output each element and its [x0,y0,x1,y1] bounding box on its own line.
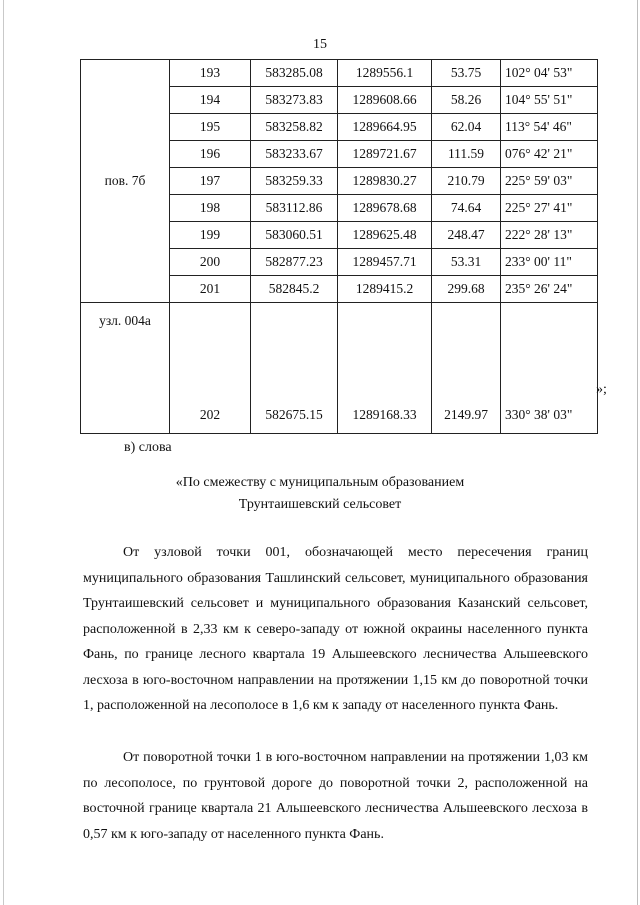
table-cell-dist: 62.04 [432,114,501,141]
table-cell-dist: 248.47 [432,222,501,249]
table-cell-dist: 58.26 [432,87,501,114]
table-cell-y: 1289168.33 [338,303,432,434]
table-cell-num: 199 [170,222,251,249]
table-cell-dist: 210.79 [432,168,501,195]
closing-quote: »; [596,382,607,397]
table-cell-x: 583060.51 [251,222,338,249]
page-number: 15 [313,37,327,52]
table-cell-y: 1289664.95 [338,114,432,141]
table-cell-y: 1289830.27 [338,168,432,195]
table-cell-y: 1289457.71 [338,249,432,276]
table-cell-angle: 330° 38' 03" [501,303,598,434]
table-cell-dist: 111.59 [432,141,501,168]
table-cell-angle: 104° 55' 51" [501,87,598,114]
table-cell-dist: 53.75 [432,60,501,87]
paragraph-2-text: От поворотной точки 1 в юго-восточном направлении на протяжении 1,03 км по лесополосе, по грунтовой дороге до поворотной точки 2, расположенной на восточной границе квартала 21 Альшеевского лесничества Альшеевского лесхоза в 0,57 км к юго-западу от населенного пункта Фань. [83,750,588,842]
paragraph-1-text: От узловой точки 001, обозначающей место пересечения границ муниципального образования Ташлинский сельсовет, муниципального образования Трунтаишевский сельсовет и муниципального образования Казанский сельсовет, расположенной в 2,33 км к северо-западу от южной окраины населенного пункта Фань, по границе лесного квартала 19 Альшеевского лесничества Альшеевского лесхоза в юго-восточном направлении на протяжении 1,15 км до поворотной точки 1, расположенной на лесополосе в 1,6 км к западу от населенного пункта Фань. [83,545,588,713]
table-cell-dist: 299.68 [432,276,501,303]
table-cell-x: 582877.23 [251,249,338,276]
table-cell-x: 583233.67 [251,141,338,168]
table-cell-dist: 74.64 [432,195,501,222]
table-cell-x: 583259.33 [251,168,338,195]
table-cell-y: 1289556.1 [338,60,432,87]
table-cell-x: 582845.2 [251,276,338,303]
table-cell-angle: 113° 54' 46" [501,114,598,141]
group-label-cell: пов. 7б [81,60,170,303]
table-cell-num: 198 [170,195,251,222]
table-cell-num: 196 [170,141,251,168]
coordinates-table [80,59,598,434]
heading-line-2: Трунтаишевский сельсовет [238,497,402,512]
table-cell-dist: 53.31 [432,249,501,276]
paragraph-2 [83,745,588,847]
table-cell-angle: 225° 59' 03" [501,168,598,195]
table-cell-num: 201 [170,276,251,303]
table-cell-angle: 102° 04' 53" [501,60,598,87]
table-cell-num: 195 [170,114,251,141]
table-cell-x: 583273.83 [251,87,338,114]
table-cell-angle: 235° 26' 24" [501,276,598,303]
table-cell-y: 1289415.2 [338,276,432,303]
table-cell-angle: 233° 00' 11" [501,249,598,276]
table-cell-y: 1289608.66 [338,87,432,114]
table-cell-x: 583285.08 [251,60,338,87]
table-cell-num: 193 [170,60,251,87]
table-cell-angle: 076° 42' 21" [501,141,598,168]
table-cell-num: 194 [170,87,251,114]
heading-line-1: «По смежеству с муниципальным образованием [175,475,465,490]
table-cell-y: 1289678.68 [338,195,432,222]
table-cell-num: 197 [170,168,251,195]
table-cell-dist: 2149.97 [432,303,501,434]
table-cell-angle: 225° 27' 41" [501,195,598,222]
page-edge-right [637,0,638,905]
table-cell-x: 583112.86 [251,195,338,222]
table-cell-num: 200 [170,249,251,276]
paragraph-1 [83,540,588,719]
page-edge-left [3,0,4,905]
table-row-last [81,303,598,434]
table-cell-x: 583258.82 [251,114,338,141]
section-heading [0,472,640,516]
table-row [81,60,598,87]
table-cell-x: 582675.15 [251,303,338,434]
table-cell-y: 1289625.48 [338,222,432,249]
table-cell-y: 1289721.67 [338,141,432,168]
table-cell-num: 202 [170,303,251,434]
table-cell-label: узл. 004а [81,303,170,434]
subheading: в) слова [124,440,172,455]
table-cell-angle: 222° 28' 13" [501,222,598,249]
